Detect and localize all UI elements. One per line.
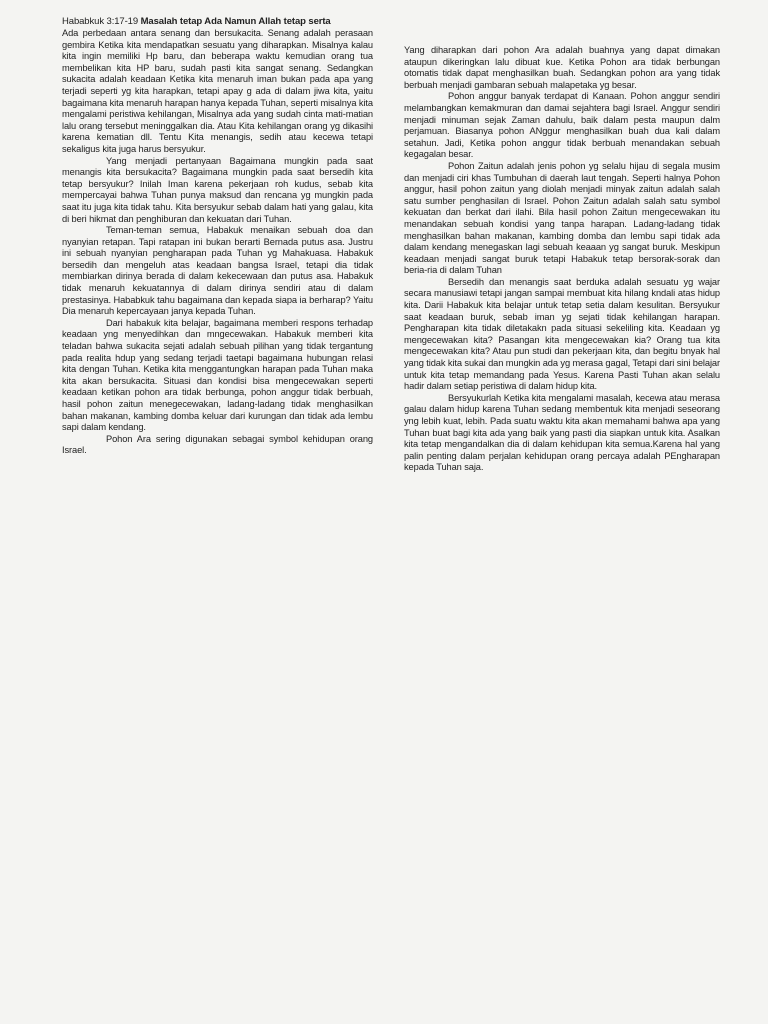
paragraph: Yang diharapkan dari pohon Ara adalah buahnya yang dapat dimakan ataupun dikeringkan lalu dibuat kue. Ketika Pohon ara tidak berbungan otomatis tidak dapat menghasilkan buah. Sedangkan pohon ara yang tidak berbuah menjadi gambaran sebuah malapetaka yg besar. xyxy=(404,45,720,90)
right-column xyxy=(404,45,720,474)
scripture-reference: Hababkuk 3:17-19 xyxy=(62,16,139,27)
paragraph: Bersedih dan menangis saat berduka adalah sesuatu yg wajar secara manusiawi tetapi jangan sampai membuat kita hilang kndali atas hidup kita. Darii Habakuk kita belajar untuk tetap setia dalam kesulitan. Bersyukur saat keadaan buruk, sebab iman yg sejati tidak kehilangan harapan. Pengharapan kita tidak diletakakn pada situasi sekeliling kita. Keadaan yg mengecewakan kita? Pasangan kita mengecewakan kia? Orang tua kita mengecewakan kita? Atau pun studi dan pekerjaan kita, dan begitu bnyak hal yang tidak kita sukai dan mungkin ada yg merasa gagal, Tetapi dari sini belajar untuk kita tetap memandang pada Yesus. Karena Pasti Tuhan akan selalu hadir dalam setiap peristiwa di dalam hidup kita. xyxy=(404,276,720,392)
document-heading xyxy=(62,16,373,28)
paragraph: Teman-teman semua, Habakuk menaikan sebuah doa dan nyanyian retapan. Tapi ratapan ini bukan berarti Bernada putus asa. Justru ini sebuah nyanyian pengharapan pada Tuhan yg Mahakuasa. Habakuk bersedih dan mengeluh atas keadaan bangsa Israel, tetapi dia tidak membiarkan dirinya berada di dalam kekecewaan dan putus asa. Habakuk tidak menaruh kekuatannya di dalam dirinya sendiri atau di dalam prestasinya. Hababkuk tahu bagaimana dan kepada siapa ia berharap? Yaitu Dia menaruh kepercayaan janya kepada Tuhan. xyxy=(62,225,373,317)
paragraph: Pohon anggur banyak terdapat di Kanaan. Pohon anggur sendiri melambangkan kemakmuran dan damai sejahtera bagi Israel. Anggur sendiri menjadi minuman sejak Zaman dahulu, baik dalam pesta maupun dalm perjamuan. Biasanya pohon ANggur menghasilkan buah dua kali dalam setahun. Jadi, Ketika pohon anggur tidak berbuah menandakan sebuah kegagalan besar. xyxy=(404,91,720,160)
paragraph: Yang menjadi pertanyaan Bagaimana mungkin pada saat menangis kita bersukacita? Bagaimana mungkin pada saat bersedih kita tetap bersyukur? Inilah Iman karena pekerjaan roh kudus, sebab kita mempercayai bahwa Tuhan punya maksud dan rencana yg mungkin pada saat itu juga kita tidak tahu. Kita bersyukur sebab dalam hati yang galau, kita di beri hikmat dan penghiburan dan kekuatan dari Tuhan. xyxy=(62,155,373,224)
left-column xyxy=(62,16,373,457)
document-title: Masalah tetap Ada Namun Allah tetap serta xyxy=(140,16,331,27)
paragraph: Dari habakuk kita belajar, bagaimana memberi respons terhadap keadaan yng menyedihkan dan mngecewakan. Habakuk memberi kita teladan bahwa sukacita sejati adalah sebuah pilihan yang tidak tergantung pada realita hdup yang sedang terjadi taetapi bagaimana hubungan relasi kita dengan Tuhan. Ketika kita menggantungkan harapan pada Tuhan maka kita akan bersukacita. Situasi dan kondisi bisa mengecewakan seperti keadaan ketikan pohon ara tidak berbunga, pohon anggur tidak berbuah, hasil pohon zaitun menegecewakan, ladang-ladang tidak menghasilkan bahan makanan, kambing domba keluar dari kurungan dan tidak ada lembu sapi dalam kendang. xyxy=(62,317,373,433)
paragraph: Bersyukurlah Ketika kita mengalami masalah, kecewa atau merasa galau dalam hidup karena Tuhan sedang membentuk kita menjadi seseorang yng lebih kuat, lebih. Pada suatu waktu kita akan memahami bahwa apa yang Tuhan buat bagi kita ada yang baik yang pasti dia siapkan untuk kita. Asalkan kita tetap mengandalkan dia di dalam kehidupan kita semua.Karena hal yang palin penting dalam perjalan kehidupan orang percaya adalah PEngharapan kepada Tuhan saja. xyxy=(404,392,720,473)
paragraph: Pohon Ara sering digunakan sebagai symbol kehidupan orang Israel. xyxy=(62,433,373,456)
paragraph: Ada perbedaan antara senang dan bersukacita. Senang adalah perasaan gembira Ketika kita mendapatkan sesuatu yang diharapkan. Misalnya kalau kita ingin memiliki Hp baru, dan beberapa waktu kemudian orang tua membelikan kita HP baru, sudah pasti kita sangat senang. Sedangkan sukacita adalah keadaan Ketika kita menaruh iman bukan pada apa yang terjadi seperti yg kita harapkan, tetapi apay g ada di dalam jiwa kita, yaitu bagaimana kita menaruh harapan hanya kepada Tuhan, seperti misalnya kita mengalami peristiwa kehilangan, Misalnya ada yang sudah cinta mati-matian lalu orang tersebut meninggalkan dia. Atau Kita kehilangan orang yg dikasihi karena kematian dll. Tentu Kita menangis, sedih atau kecewa tetapi sekaligus kita juga harus bersyukur. xyxy=(62,28,373,154)
paragraph: Pohon Zaitun adalah jenis pohon yg selalu hijau di segala musim dan menjadi ciri khas Tumbuhan di daerah laut tengah. Seperti halnya Pohon anggur, hasil pohon zaitun yang diolah menjadi minyak zaitun adalah salah satu sumber penghasilan di Israel. Pohon Zaitun adalah salah satu symbol kekuatan dan berkat dari ilahi. Bila hasil pohon Zaitun mengecewakan itu menandakan sebuah kondisi yang tanpa harapan. Ladang-ladang tidak menghasilkan bahan makanan, kambing domba dan lembu sapi tidak ada dalam kendang menegaskan lagi sebuah keaaan yg sangat buruk. Meskipun keadaan menjadi sangat buruk tetapi Habakuk tetap bersorak-sorak dan beria-ria di dalam Tuhan xyxy=(404,160,720,276)
